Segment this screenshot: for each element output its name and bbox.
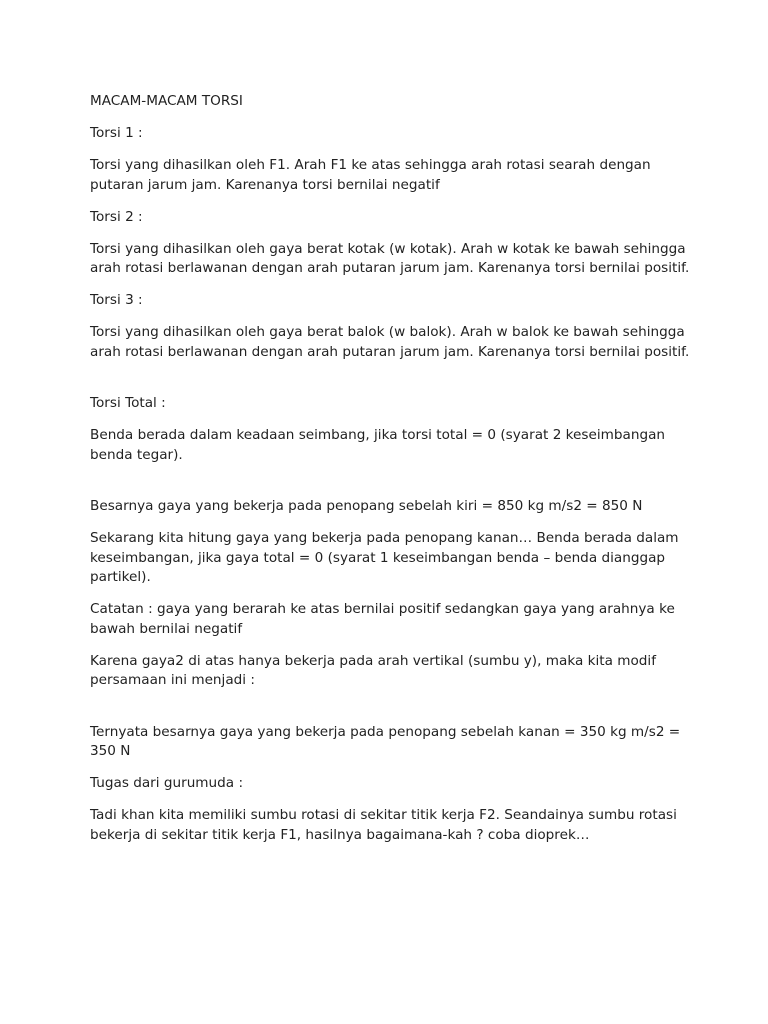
torsi-total-text: Benda berada dalam keadaan seimbang, jika torsi total = 0 (syarat 2 keseimbangan benda tegar).	[90, 427, 666, 463]
torsi-1-heading: Torsi 1 :	[90, 125, 143, 141]
spacer	[90, 703, 690, 723]
spacer	[90, 478, 690, 498]
document-title: MACAM-MACAM TORSI	[90, 93, 243, 109]
right-support-force-text: Ternyata besarnya gaya yang bekerja pada penopang sebelah kanan = 350 kg m/s2 = 350 N	[90, 723, 681, 759]
torsi-2-text: Torsi yang dihasilkan oleh gaya berat kotak (w kotak). Arah w kotak ke bawah sehingga arah rotasi berlawanan dengan arah putaran jarum jam. Karenanya torsi bernilai positif.	[90, 240, 690, 276]
torsi-1-text: Torsi yang dihasilkan oleh F1. Arah F1 ke atas sehingga arah rotasi searah dengan putaran jarum jam. Karenanya torsi bernilai negatif	[90, 157, 651, 193]
torsi-2-heading: Torsi 2 :	[90, 208, 143, 225]
torsi-3-text: Torsi yang dihasilkan oleh gaya berat balok (w balok). Arah w balok ke bawah sehingga arah rotasi berlawanan dengan arah putaran jarum jam. Karenanya torsi bernilai positif.	[90, 324, 690, 360]
document-body	[90, 92, 690, 858]
vertical-force-text: Karena gaya2 di atas hanya bekerja pada arah vertikal (sumbu y), maka kita modif persamaan ini menjadi :	[90, 652, 656, 688]
torsi-3-heading: Torsi 3 :	[90, 292, 143, 308]
right-support-intro-text: Sekarang kita hitung gaya yang bekerja pada penopang kanan… Benda berada dalam keseimbangan, jika gaya total = 0 (syarat 1 keseimbangan benda – benda dianggap partikel).	[90, 530, 679, 585]
torsi-total-heading: Torsi Total :	[90, 395, 166, 411]
assignment-heading: Tugas dari gurumuda :	[90, 775, 244, 791]
spacer	[90, 375, 690, 395]
left-support-force-text: Besarnya gaya yang bekerja pada penopang sebelah kiri = 850 kg m/s2 = 850 N	[90, 498, 643, 514]
assignment-text: Tadi khan kita memiliki sumbu rotasi di sekitar titik kerja F2. Seandainya sumbu rotasi bekerja di sekitar titik kerja F1, hasilnya bagaimana-kah ? coba dioprek…	[90, 807, 677, 843]
note-text: Catatan : gaya yang berarah ke atas bernilai positif sedangkan gaya yang arahnya ke bawah bernilai negatif	[90, 601, 675, 637]
